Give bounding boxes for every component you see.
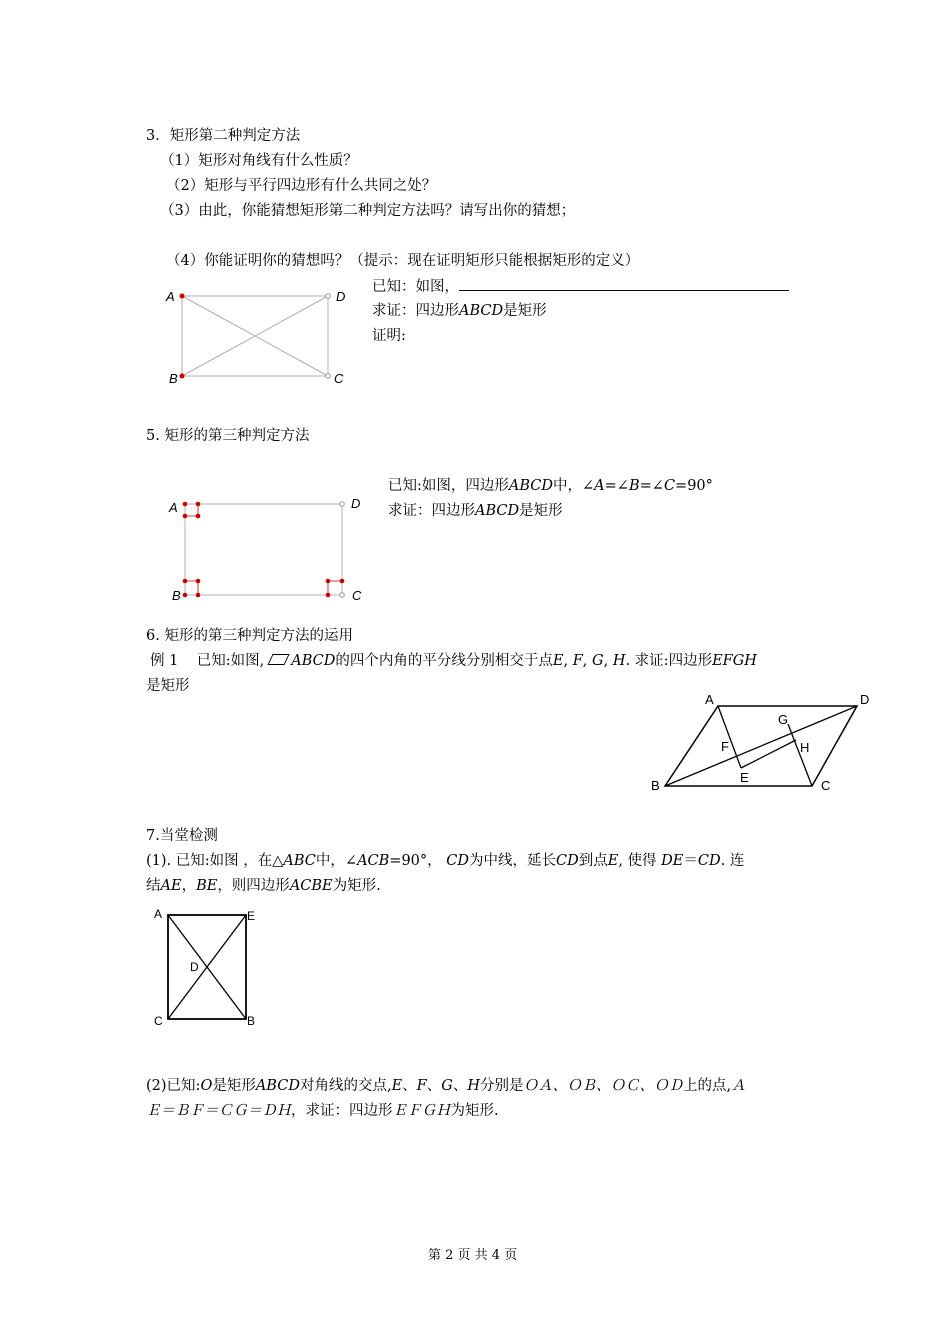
sec5-angle-c: C (663, 478, 676, 494)
prove-prefix: 求证：四边形 (372, 303, 459, 319)
page-footer: 第 2 页 共 4 页 (428, 1248, 518, 1263)
sec5-eq2: =∠ (639, 478, 664, 494)
label-h: H (800, 740, 810, 755)
right-angle-marks (183, 502, 345, 598)
sec5-prove-prefix: 求证：四边形 (388, 503, 475, 519)
label-c: C (334, 371, 344, 386)
section-5-title: 5. 矩形的第三种判定方法 (146, 428, 310, 444)
point-c (326, 374, 331, 379)
example-name: ABCD (291, 653, 336, 669)
figure-parallelogram-bisectors (645, 688, 885, 798)
section-6-title: 6. 矩形的第三种判定方法的运用 (146, 628, 353, 644)
label-b: B (169, 371, 178, 386)
prove-line (372, 301, 547, 321)
segment-eh (741, 740, 796, 768)
label-a-4: A (154, 907, 163, 921)
question-1: （1）矩形对角线有什么性质？ (160, 153, 358, 169)
label-e: E (740, 770, 749, 785)
label-d: D (336, 289, 346, 304)
point-g-text: G (592, 653, 604, 669)
example-label: 例 1 (150, 653, 179, 669)
label-c-4: C (154, 1014, 163, 1028)
section-3-title: 3．矩形第二种判定方法 (146, 128, 301, 144)
sec5-given-name: ABCD (508, 478, 554, 494)
label-e-4: E (247, 909, 256, 923)
question-3: （3）由此，你能猜想矩形第二种判定方法吗？请写出你的猜想； (160, 203, 576, 219)
problem-2-line-2: Ｅ＝ＢＦ＝ＣＧ＝ＤＨ，求证：四边形ＥＦＧＨ为矩形. (146, 1103, 499, 1119)
example-end: 是矩形 (146, 678, 190, 694)
point-c-2 (340, 593, 345, 598)
point-h-text: H (612, 653, 626, 669)
bisector-b (665, 706, 857, 786)
label-d-2: D (351, 496, 361, 511)
section-7-title: 7.当堂检测 (146, 828, 218, 844)
sec5-given-mid: 中，∠ (553, 478, 595, 494)
point-b (180, 374, 185, 379)
parallelogram-icon (268, 654, 290, 665)
prove-suffix: 是矩形 (503, 303, 547, 319)
example-mid: 的四个内角的平分线分别相交于点 (335, 653, 553, 669)
point-d-2 (340, 502, 345, 507)
label-d-4: D (190, 960, 199, 974)
problem-1-line-2: 结AE，BE，则四边形ACBE为矩形. (146, 878, 381, 894)
question-4: （4）你能证明你的猜想吗？（提示：现在证明矩形只能根据矩形的定义） (166, 253, 640, 269)
given-prefix: 已知：如图， (372, 279, 459, 295)
point-d (326, 294, 331, 299)
figure-rect-diagonals (160, 282, 360, 390)
label-b-2: B (172, 588, 181, 603)
given-line (372, 276, 789, 297)
label-a: A (166, 289, 175, 304)
label-g: G (778, 712, 789, 727)
sec5-angle-b: B (628, 478, 640, 494)
example-target: EFGH (712, 653, 757, 669)
point-a (180, 294, 185, 299)
rect-outline-2 (185, 504, 342, 595)
label-f: F (721, 739, 729, 754)
sec5-prove-name: ABCD (475, 503, 520, 519)
sec5-given (388, 476, 713, 496)
example-prove: . 求证:四边形 (625, 653, 713, 669)
question-2: （2）矩形与平行四边形有什么共同之处？ (166, 178, 437, 194)
label-a-2: A (169, 500, 178, 515)
sec5-angle-a: A (594, 478, 605, 494)
example-known: 已知:如图, (196, 653, 265, 669)
label-c-3: C (821, 778, 831, 793)
given-blank[interactable] (459, 276, 789, 291)
problem-2-line-1: (2)已知:O是矩形ABCD对角线的交点,E、F、G、H分别是ＯＡ、ＯＢ、ＯＣ、ＯＤ上的点,Ａ (146, 1078, 746, 1094)
label-b-4: B (247, 1014, 256, 1028)
example-1: 例 1 已知:如图, ABCD的四个内角的平分线分别相交于点E, F, G, H. 求证:四边形EFGH (150, 653, 757, 669)
sec5-given-end: =90° (675, 478, 713, 494)
prove-name: ABCD (459, 303, 504, 319)
label-d-3: D (860, 692, 870, 707)
figure-rect-right-angles (160, 492, 370, 607)
bisector-c (788, 724, 812, 786)
point-e-text: E (552, 653, 564, 669)
label-c-2: C (352, 588, 362, 603)
proof-label: 证明: (372, 328, 406, 344)
problem-1-line-1: (1). 已知:如图 ，在△ABC中，∠ACB=90°， CD为中线，延长CD到点E, 使得 DE＝CD. 连 (146, 853, 745, 869)
label-b-3: B (651, 778, 660, 793)
label-a-3: A (705, 692, 714, 707)
sec5-prove (388, 501, 563, 521)
sec5-given-prefix: 已知:如图，四边形 (388, 478, 509, 494)
figure-rect-acbe (148, 903, 268, 1028)
sec5-eq1: =∠ (604, 478, 629, 494)
sec5-prove-suffix: 是矩形 (519, 503, 563, 519)
point-f-text: F (572, 653, 583, 669)
